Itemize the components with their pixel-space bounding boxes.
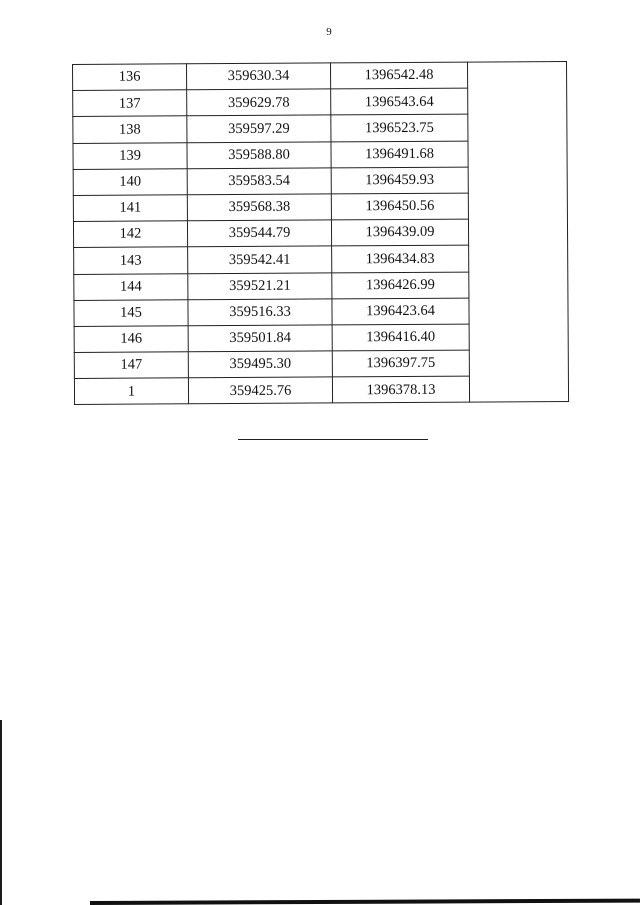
y-coordinate-cell: 1396426.99 <box>332 272 469 299</box>
y-coordinate-cell: 1396416.40 <box>332 324 469 351</box>
coordinates-table <box>72 61 569 405</box>
point-number-cell: 1 <box>74 378 188 405</box>
x-coordinate-cell: 359521.21 <box>188 272 332 299</box>
y-coordinate-cell: 1396378.13 <box>332 376 469 403</box>
y-coordinate-cell: 1396542.48 <box>330 62 467 89</box>
x-coordinate-cell: 359568.38 <box>187 194 331 221</box>
scan-edge-bottom <box>90 899 640 905</box>
point-number-cell: 138 <box>73 116 187 143</box>
x-coordinate-cell: 359516.33 <box>188 299 332 326</box>
closing-rule <box>238 439 428 440</box>
x-coordinate-cell: 359588.80 <box>187 141 331 168</box>
table-row <box>73 61 567 90</box>
x-coordinate-cell: 359630.34 <box>187 63 331 90</box>
x-coordinate-cell: 359629.78 <box>187 89 331 116</box>
point-number-cell: 140 <box>73 169 187 196</box>
y-coordinate-cell: 1396543.64 <box>331 88 468 115</box>
y-coordinate-cell: 1396397.75 <box>332 350 469 377</box>
point-number-cell: 143 <box>74 247 188 274</box>
x-coordinate-cell: 359583.54 <box>187 168 331 195</box>
x-coordinate-cell: 359495.30 <box>188 351 332 378</box>
point-number-cell: 139 <box>73 142 187 169</box>
x-coordinate-cell: 359425.76 <box>188 377 332 404</box>
point-number-cell: 145 <box>74 299 188 326</box>
y-coordinate-cell: 1396423.64 <box>332 298 469 325</box>
point-number-cell: 146 <box>74 326 188 353</box>
point-number-cell: 147 <box>74 352 188 379</box>
point-number-cell: 136 <box>73 64 187 91</box>
y-coordinate-cell: 1396459.93 <box>331 167 468 194</box>
scan-edge-left <box>0 720 2 905</box>
x-coordinate-cell: 359542.41 <box>188 246 332 273</box>
x-coordinate-cell: 359501.84 <box>188 325 332 352</box>
point-number-cell: 141 <box>73 195 187 222</box>
point-number-cell: 142 <box>73 221 187 248</box>
x-coordinate-cell: 359597.29 <box>187 115 331 142</box>
merged-empty-cell <box>467 61 568 402</box>
y-coordinate-cell: 1396491.68 <box>331 141 468 168</box>
y-coordinate-cell: 1396434.83 <box>332 245 469 272</box>
x-coordinate-cell: 359544.79 <box>187 220 331 247</box>
point-number-cell: 144 <box>74 273 188 300</box>
point-number-cell: 137 <box>73 90 187 117</box>
y-coordinate-cell: 1396439.09 <box>331 219 468 246</box>
coordinates-table-body <box>73 61 569 404</box>
y-coordinate-cell: 1396450.56 <box>331 193 468 220</box>
y-coordinate-cell: 1396523.75 <box>331 114 468 141</box>
page-number: 9 <box>326 26 332 38</box>
